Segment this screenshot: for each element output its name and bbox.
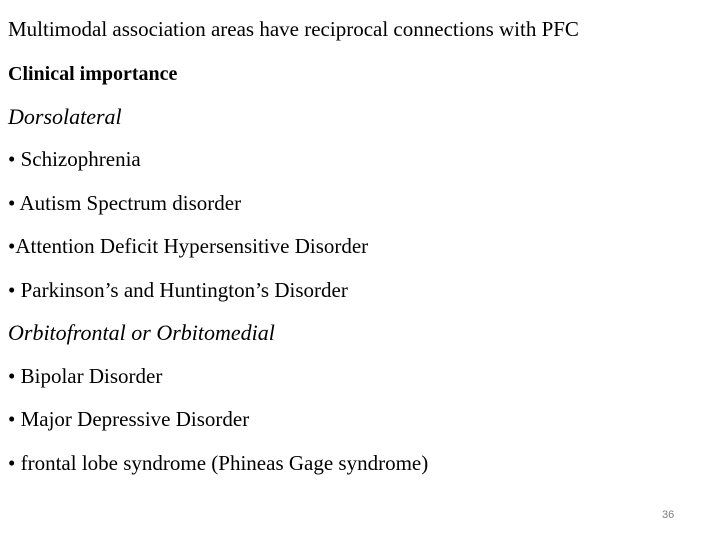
list-item: • Parkinson’s and Huntington’s Disorder — [8, 278, 348, 302]
section-heading: Clinical importance — [8, 63, 178, 85]
list-item: • Bipolar Disorder — [8, 364, 163, 388]
intro-text: Multimodal association areas have reciprocal connections with PFC — [8, 17, 579, 41]
subsection-title-orbitofrontal: Orbitofrontal or Orbitomedial — [8, 320, 275, 345]
subsection-title-dorsolateral: Dorsolateral — [8, 104, 122, 129]
list-item: • Autism Spectrum disorder — [8, 191, 242, 215]
page-number: 36 — [662, 509, 675, 521]
list-item: • frontal lobe syndrome (Phineas Gage syndrome) — [8, 451, 429, 475]
list-item: • Major Depressive Disorder — [8, 407, 250, 431]
list-item: • Schizophrenia — [8, 147, 141, 171]
list-item: •Attention Deficit Hypersensitive Disorder — [8, 234, 369, 258]
